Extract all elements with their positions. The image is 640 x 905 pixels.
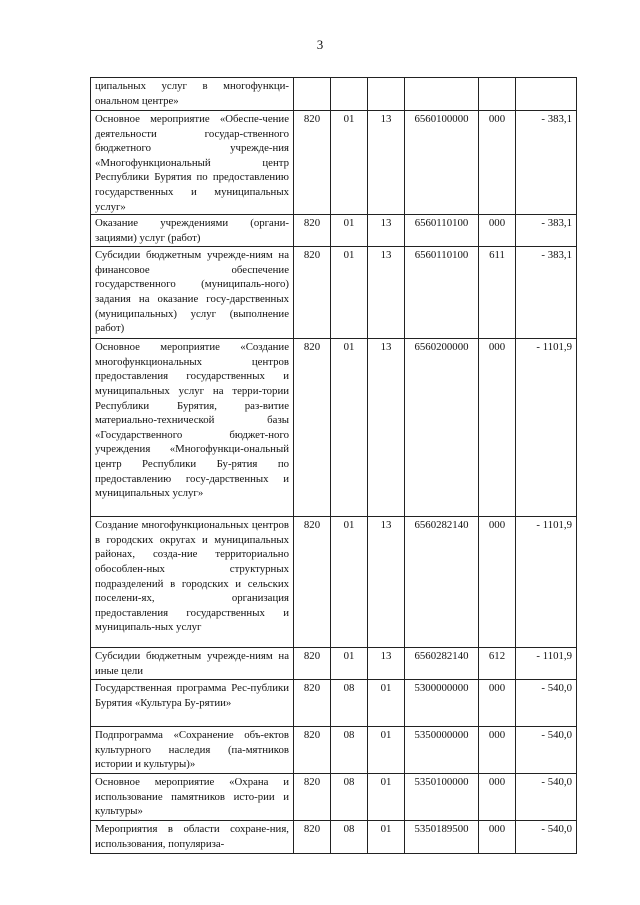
row-name: Мероприятия в области сохране-ния, использования, популяриза- bbox=[91, 821, 294, 854]
row-name: ципальных услуг в многофункци-ональном центре» bbox=[91, 78, 294, 111]
table-row bbox=[91, 247, 577, 339]
row-csr: 5350100000 bbox=[405, 774, 479, 821]
row-pr: 13 bbox=[368, 247, 405, 339]
row-rz: 01 bbox=[331, 111, 368, 215]
row-rz: 01 bbox=[331, 247, 368, 339]
budget-table bbox=[90, 77, 577, 854]
row-sum: - 540,0 bbox=[516, 821, 577, 854]
table-row bbox=[91, 78, 577, 111]
row-vr: 000 bbox=[479, 339, 516, 517]
row-csr: 6560282140 bbox=[405, 648, 479, 680]
table-row bbox=[91, 727, 577, 774]
table-row bbox=[91, 517, 577, 648]
row-name: Субсидии бюджетным учрежде-ниям на финансовое обеспечение государственного (муниципаль-ного) задания на оказание госу-дарственных (муниципальных) услуг (выполнение работ) bbox=[91, 247, 294, 339]
table-row bbox=[91, 111, 577, 215]
row-vr: 000 bbox=[479, 215, 516, 247]
row-csr: 5350189500 bbox=[405, 821, 479, 854]
row-sum: - 383,1 bbox=[516, 215, 577, 247]
row-vr: 612 bbox=[479, 648, 516, 680]
row-grbs bbox=[294, 78, 331, 111]
row-vr: 000 bbox=[479, 680, 516, 727]
row-rz: 01 bbox=[331, 339, 368, 517]
row-vr: 611 bbox=[479, 247, 516, 339]
row-pr: 13 bbox=[368, 111, 405, 215]
row-sum: - 540,0 bbox=[516, 774, 577, 821]
row-grbs: 820 bbox=[294, 517, 331, 648]
row-rz: 01 bbox=[331, 215, 368, 247]
row-pr: 01 bbox=[368, 680, 405, 727]
row-csr: 6560200000 bbox=[405, 339, 479, 517]
row-pr: 01 bbox=[368, 821, 405, 854]
row-pr: 13 bbox=[368, 648, 405, 680]
row-sum: - 540,0 bbox=[516, 727, 577, 774]
table-row bbox=[91, 648, 577, 680]
row-name: Основное мероприятие «Создание многофункциональных центров предоставления государственных и муниципальных услуг на терри-тории Республики Бурятия, раз-витие материально-технической базы «Государственного бюджет-ного учреждения «Многофункци-ональный центр Республики Бу-рятия по предоставлению госу-дарственных и муниципальных услуг» bbox=[91, 339, 294, 517]
row-csr: 5350000000 bbox=[405, 727, 479, 774]
row-sum bbox=[516, 78, 577, 111]
row-name: Основное мероприятие «Охрана и использование памятников исто-рии и культуры» bbox=[91, 774, 294, 821]
table-row bbox=[91, 339, 577, 517]
row-vr: 000 bbox=[479, 517, 516, 648]
row-csr: 6560110100 bbox=[405, 215, 479, 247]
row-vr: 000 bbox=[479, 821, 516, 854]
row-grbs: 820 bbox=[294, 339, 331, 517]
row-grbs: 820 bbox=[294, 247, 331, 339]
row-sum: - 1101,9 bbox=[516, 339, 577, 517]
row-pr: 01 bbox=[368, 774, 405, 821]
row-vr bbox=[479, 78, 516, 111]
row-pr: 13 bbox=[368, 517, 405, 648]
row-rz: 01 bbox=[331, 648, 368, 680]
table-row bbox=[91, 680, 577, 727]
row-rz bbox=[331, 78, 368, 111]
row-csr: 6560110100 bbox=[405, 247, 479, 339]
row-vr: 000 bbox=[479, 727, 516, 774]
row-rz: 08 bbox=[331, 727, 368, 774]
row-pr: 13 bbox=[368, 339, 405, 517]
row-grbs: 820 bbox=[294, 680, 331, 727]
row-name: Основное мероприятие «Обеспе-чение деятельности государ-ственного бюджетного учрежде-ния «Многофункциональный центр Республики Бурятия по предоставлению государственных и муниципальных услуг» bbox=[91, 111, 294, 215]
row-sum: - 383,1 bbox=[516, 247, 577, 339]
row-csr bbox=[405, 78, 479, 111]
row-name: Оказание учреждениями (органи-зациями) услуг (работ) bbox=[91, 215, 294, 247]
row-grbs: 820 bbox=[294, 111, 331, 215]
row-grbs: 820 bbox=[294, 648, 331, 680]
row-csr: 5300000000 bbox=[405, 680, 479, 727]
row-sum: - 1101,9 bbox=[516, 648, 577, 680]
row-sum: - 383,1 bbox=[516, 111, 577, 215]
row-grbs: 820 bbox=[294, 727, 331, 774]
row-pr: 13 bbox=[368, 215, 405, 247]
row-sum: - 1101,9 bbox=[516, 517, 577, 648]
page-number: 3 bbox=[316, 37, 324, 52]
row-csr: 6560282140 bbox=[405, 517, 479, 648]
row-csr: 6560100000 bbox=[405, 111, 479, 215]
table-row bbox=[91, 774, 577, 821]
row-name: Субсидии бюджетным учрежде-ниям на иные цели bbox=[91, 648, 294, 680]
row-pr: 01 bbox=[368, 727, 405, 774]
row-name: Государственная программа Рес-публики Бурятия «Культура Бу-рятии» bbox=[91, 680, 294, 727]
row-vr: 000 bbox=[479, 111, 516, 215]
row-grbs: 820 bbox=[294, 774, 331, 821]
row-rz: 08 bbox=[331, 821, 368, 854]
row-name: Подпрограмма «Сохранение объ-ектов культурного наследия (па-мятников истории и культуры)» bbox=[91, 727, 294, 774]
row-rz: 08 bbox=[331, 774, 368, 821]
row-grbs: 820 bbox=[294, 821, 331, 854]
row-rz: 08 bbox=[331, 680, 368, 727]
table-row bbox=[91, 821, 577, 854]
row-sum: - 540,0 bbox=[516, 680, 577, 727]
row-rz: 01 bbox=[331, 517, 368, 648]
table-row bbox=[91, 215, 577, 247]
row-grbs: 820 bbox=[294, 215, 331, 247]
row-vr: 000 bbox=[479, 774, 516, 821]
row-pr bbox=[368, 78, 405, 111]
row-name: Создание многофункциональных центров в городских округах и муниципальных районах, созда-ние территориально обособлен-ных структурных подразделений в городских и сельских поселени-ях, организация предоставления государственных и муниципаль-ных услуг bbox=[91, 517, 294, 648]
